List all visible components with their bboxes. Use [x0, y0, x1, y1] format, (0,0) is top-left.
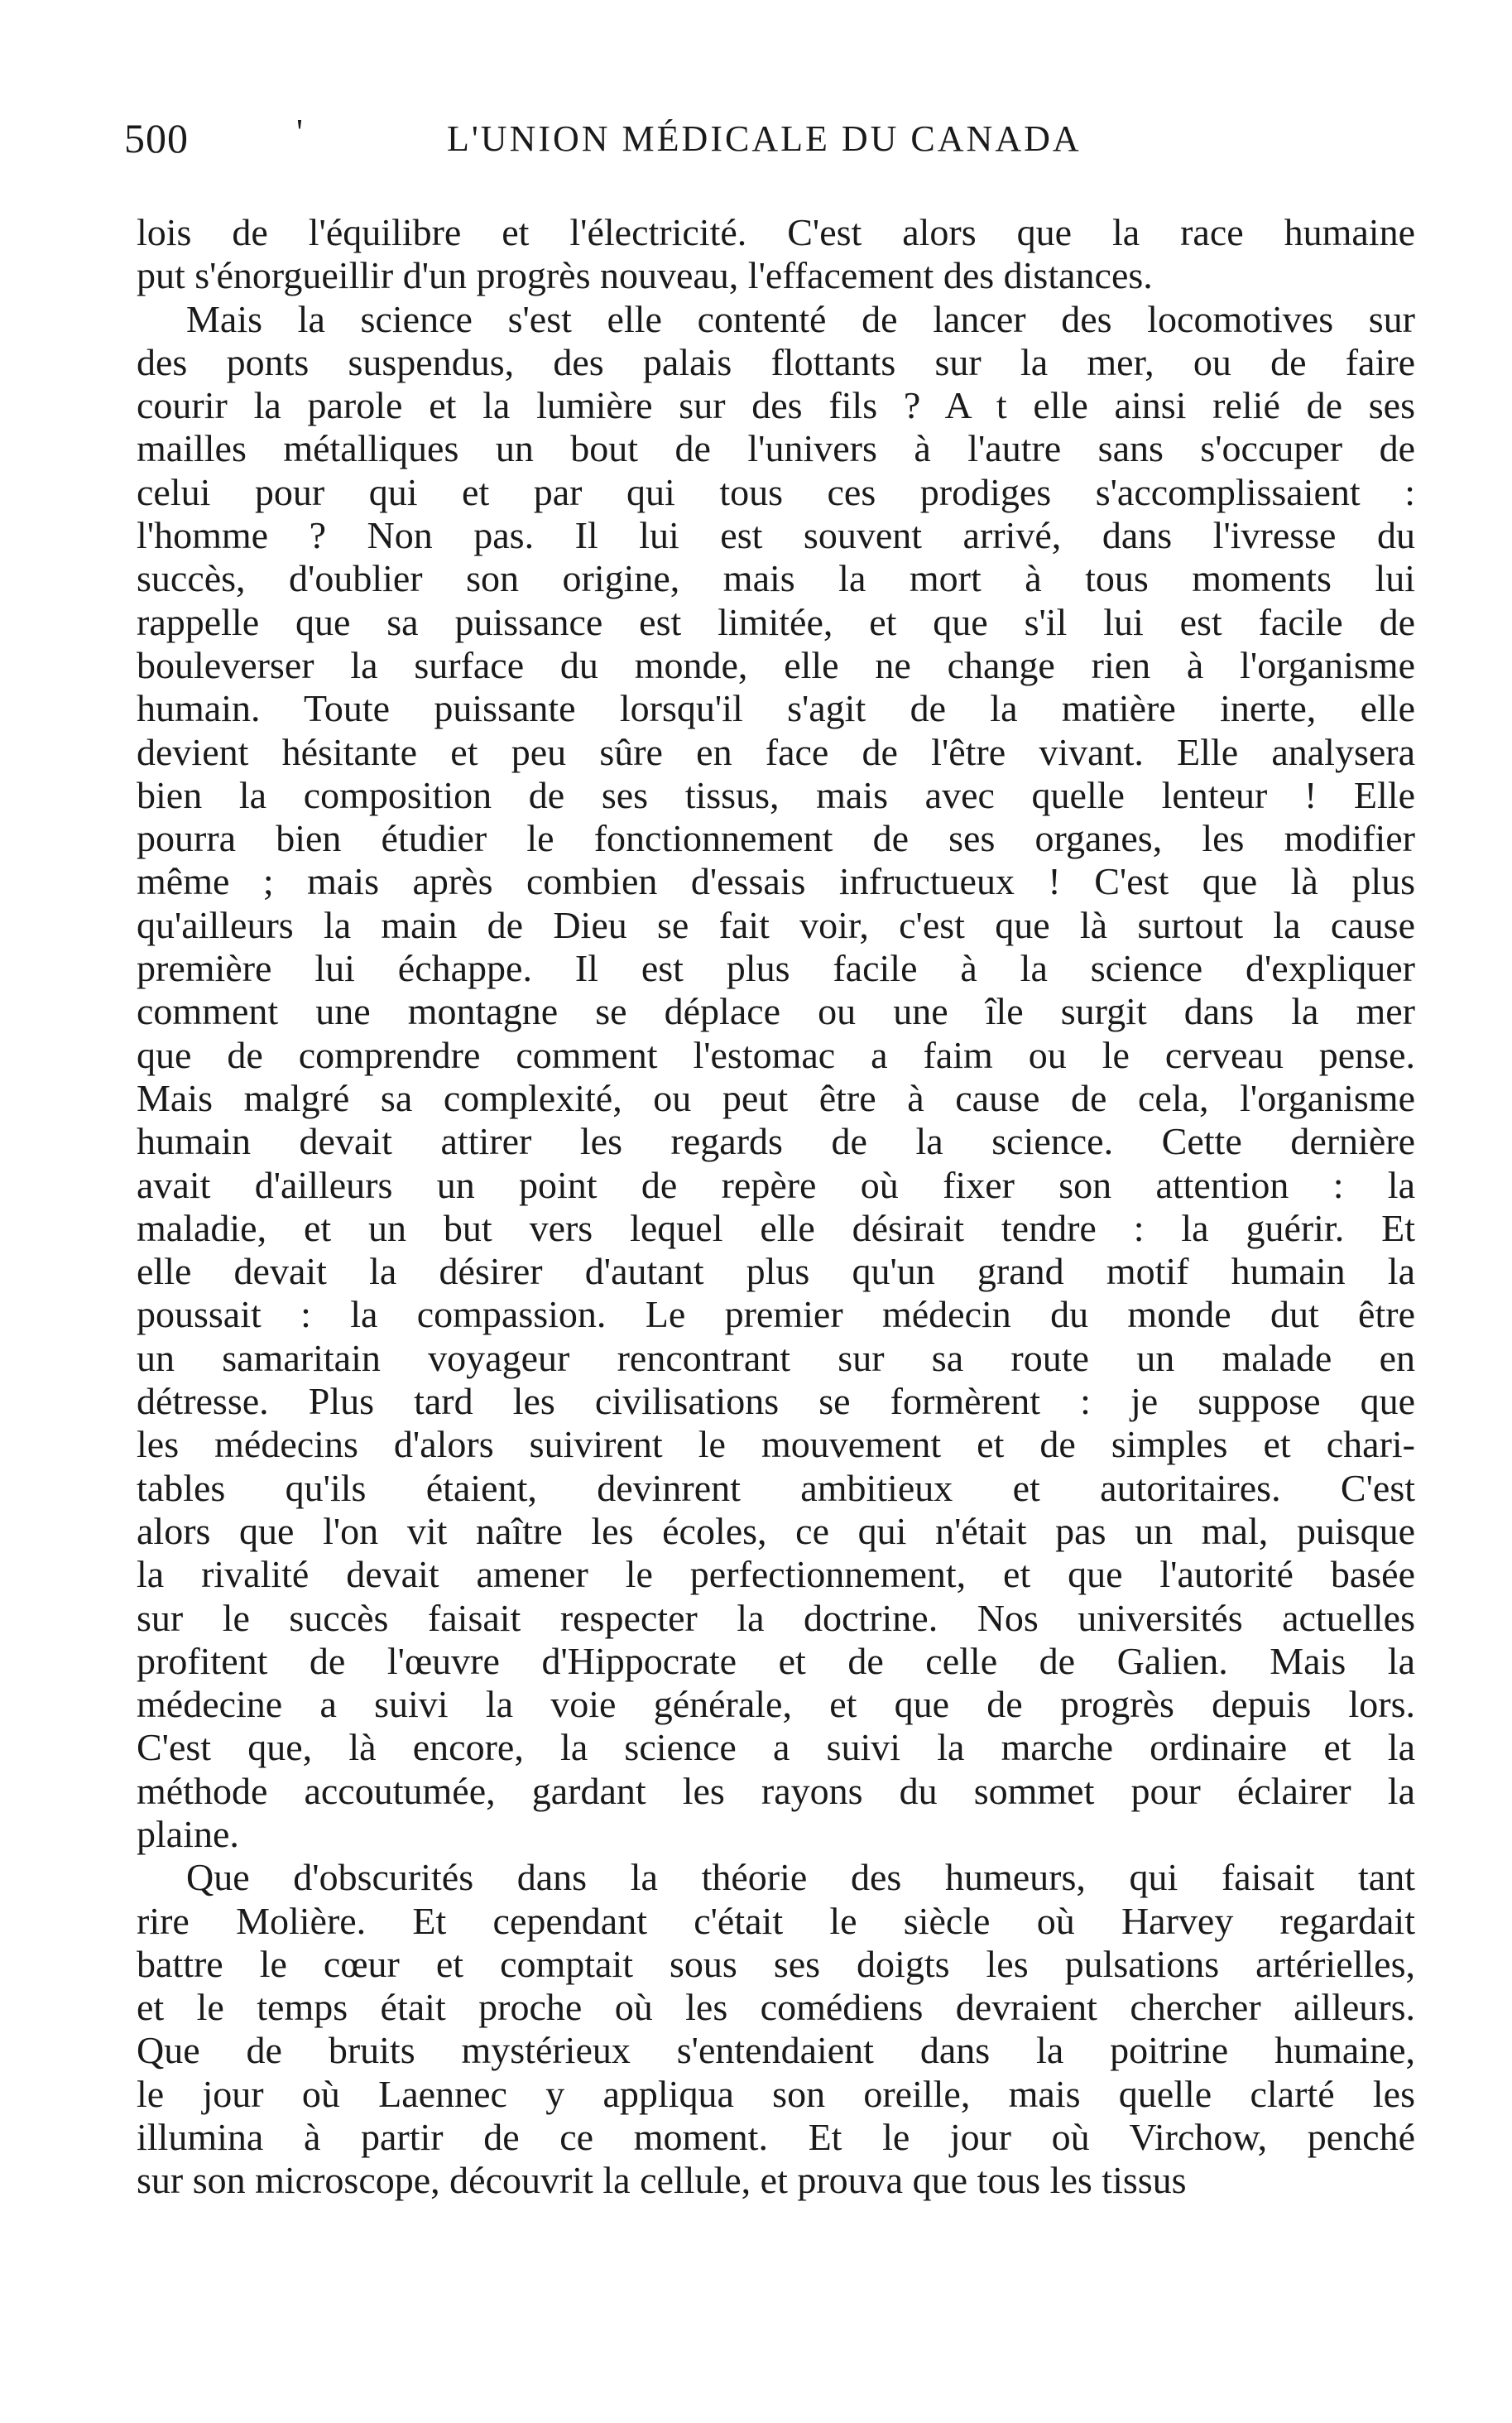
text-line: et le temps était proche où les comédiens devraient chercher ailleurs. [137, 1986, 1415, 2029]
text-line: rire Molière. Et cependant c'était le siècle où Harvey regardait [137, 1899, 1415, 1942]
page-number: 500 [124, 115, 189, 161]
paragraph [137, 211, 1415, 298]
text-line: les médecins d'alors suivirent le mouvement et de simples et chari- [137, 1423, 1415, 1466]
paragraph [137, 298, 1415, 1857]
paragraph [137, 1856, 1415, 2202]
text-line: put s'énorgueillir d'un progrès nouveau, l'effacement des distances. [137, 254, 1153, 297]
text-line: Mais malgré sa complexité, ou peut être à cause de cela, l'organisme [137, 1076, 1415, 1119]
text-line: même ; mais après combien d'essais infructueux ! C'est que là plus [137, 860, 1415, 903]
text-line: humain devait attirer les regards de la science. Cette dernière [137, 1120, 1415, 1163]
text-line: méthode accoutumée, gardant les rayons du sommet pour éclairer la [137, 1769, 1415, 1812]
text-line: la rivalité devait amener le perfectionnement, et que l'autorité basée [137, 1553, 1415, 1596]
text-line: devient hésitante et peu sûre en face de l'être vivant. Elle analysera [137, 730, 1415, 773]
text-line: courir la parole et la lumière sur des fils ? A t elle ainsi relié de ses [137, 384, 1415, 427]
text-line: Que d'obscurités dans la théorie des humeurs, qui faisait tant [186, 1856, 1415, 1899]
journal-title: L'UNION MÉDICALE DU CANADA [447, 118, 1082, 159]
text-line: rappelle que sa puissance est limitée, et que s'il lui est facile de [137, 600, 1415, 643]
text-line: sur son microscope, découvrit la cellule, et prouva que tous les tissus [137, 2159, 1187, 2202]
text-line: C'est que, là encore, la science a suivi la marche ordinaire et la [137, 1726, 1415, 1769]
text-line: maladie, et un but vers lequel elle désirait tendre : la guérir. Et [137, 1206, 1415, 1249]
text-line: poussait : la compassion. Le premier médecin du monde dut être [137, 1293, 1415, 1336]
text-line: tables qu'ils étaient, devinrent ambitieux et autoritaires. C'est [137, 1466, 1415, 1509]
text-line: des ponts suspendus, des palais flottants sur la mer, ou de faire [137, 340, 1415, 383]
text-line: détresse. Plus tard les civilisations se formèrent : je suppose que [137, 1380, 1415, 1423]
text-line: humain. Toute puissante lorsqu'il s'agit de la matière inerte, elle [137, 687, 1415, 730]
body-text [137, 211, 1415, 2203]
text-line: avait d'ailleurs un point de repère où fixer son attention : la [137, 1163, 1415, 1206]
printer-mark: ' [296, 112, 304, 152]
text-line: pourra bien étudier le fonctionnement de ses organes, les modifier [137, 817, 1415, 860]
text-line: comment une montagne se déplace ou une île surgit dans la mer [137, 990, 1415, 1033]
text-line: l'homme ? Non pas. Il lui est souvent arrivé, dans l'ivresse du [137, 514, 1415, 557]
text-line: elle devait la désirer d'autant plus qu'un grand motif humain la [137, 1250, 1415, 1293]
text-line: Que de bruits mystérieux s'entendaient dans la poitrine humaine, [137, 2029, 1415, 2072]
text-line: celui pour qui et par qui tous ces prodiges s'accomplissaient : [137, 470, 1415, 513]
text-line: première lui échappe. Il est plus facile à la science d'expliquer [137, 947, 1415, 990]
text-line: plaine. [137, 1812, 239, 1855]
text-line: un samaritain voyageur rencontrant sur sa route un malade en [137, 1336, 1415, 1379]
text-line: que de comprendre comment l'estomac a faim ou le cerveau pense. [137, 1033, 1415, 1076]
text-line: lois de l'équilibre et l'électricité. C'est alors que la race humaine [137, 211, 1415, 253]
text-line: profitent de l'œuvre d'Hippocrate et de celle de Galien. Mais la [137, 1639, 1415, 1682]
text-line: bouleverser la surface du monde, elle ne change rien à l'organisme [137, 643, 1415, 686]
text-line: Mais la science s'est elle contenté de lancer des locomotives sur [186, 297, 1415, 340]
text-line: succès, d'oublier son origine, mais la mort à tous moments lui [137, 557, 1415, 600]
text-line: qu'ailleurs la main de Dieu se fait voir, c'est que là surtout la cause [137, 903, 1415, 946]
text-line: mailles métalliques un bout de l'univers à l'autre sans s'occuper de [137, 427, 1415, 470]
text-line: battre le cœur et comptait sous ses doigts les pulsations artérielles, [137, 1942, 1415, 1985]
running-head [124, 114, 1415, 172]
text-line: médecine a suivi la voie générale, et que de progrès depuis lors. [137, 1683, 1415, 1726]
text-line: bien la composition de ses tissus, mais avec quelle lenteur ! Elle [137, 773, 1415, 816]
text-line: alors que l'on vit naître les écoles, ce qui n'était pas un mal, puisque [137, 1509, 1415, 1552]
text-line: le jour où Laennec y appliqua son oreille, mais quelle clarté les [137, 2072, 1415, 2115]
text-line: sur le succès faisait respecter la doctrine. Nos universités actuelles [137, 1596, 1415, 1639]
text-line: illumina à partir de ce moment. Et le jour où Virchow, penché [137, 2116, 1415, 2159]
